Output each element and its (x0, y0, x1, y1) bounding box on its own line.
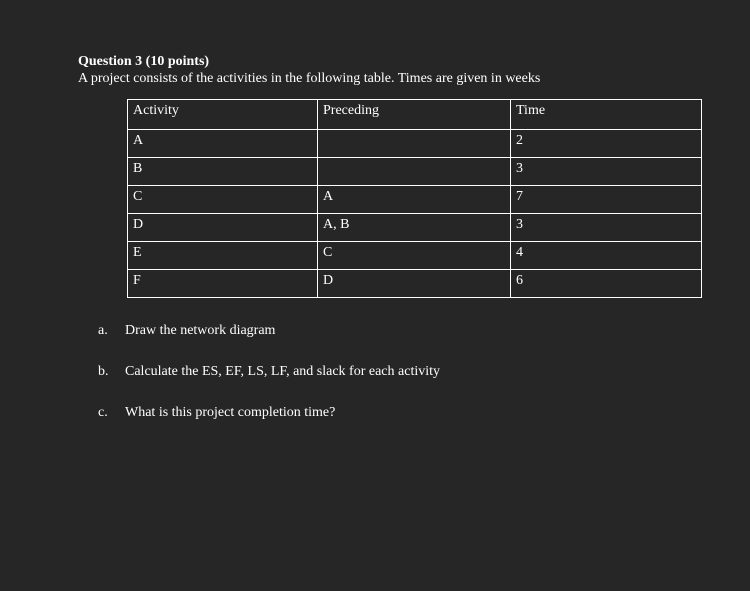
cell-preceding: C (318, 242, 511, 270)
cell-activity: B (128, 158, 318, 186)
table-header-row (128, 100, 702, 130)
table-row (128, 270, 702, 298)
part-text: Draw the network diagram (125, 323, 276, 338)
table-row (128, 242, 702, 270)
cell-activity: D (128, 214, 318, 242)
table-row (128, 130, 702, 158)
cell-time: 3 (511, 158, 702, 186)
header-time: Time (511, 100, 702, 130)
part-text: Calculate the ES, EF, LS, LF, and slack for each activity (125, 364, 441, 379)
cell-activity: F (128, 270, 318, 298)
cell-time: 6 (511, 270, 702, 298)
part-marker: b. (98, 364, 109, 379)
header-activity: Activity (128, 100, 318, 130)
header-preceding: Preceding (318, 100, 511, 130)
cell-preceding (318, 158, 511, 186)
cell-preceding: A, B (318, 214, 511, 242)
table-row (128, 158, 702, 186)
question-intro: A project consists of the activities in the following table. Times are given in weeks (78, 71, 541, 86)
question-title: Question 3 (10 points) (78, 54, 210, 69)
cell-activity: C (128, 186, 318, 214)
table-row (128, 186, 702, 214)
part-marker: c. (98, 405, 108, 420)
activity-table (127, 99, 702, 298)
cell-time: 4 (511, 242, 702, 270)
cell-activity: A (128, 130, 318, 158)
cell-activity: E (128, 242, 318, 270)
cell-time: 2 (511, 130, 702, 158)
cell-preceding (318, 130, 511, 158)
part-text: What is this project completion time? (125, 405, 336, 420)
part-marker: a. (98, 323, 108, 338)
cell-time: 3 (511, 214, 702, 242)
table-row (128, 214, 702, 242)
cell-time: 7 (511, 186, 702, 214)
cell-preceding: D (318, 270, 511, 298)
cell-preceding: A (318, 186, 511, 214)
